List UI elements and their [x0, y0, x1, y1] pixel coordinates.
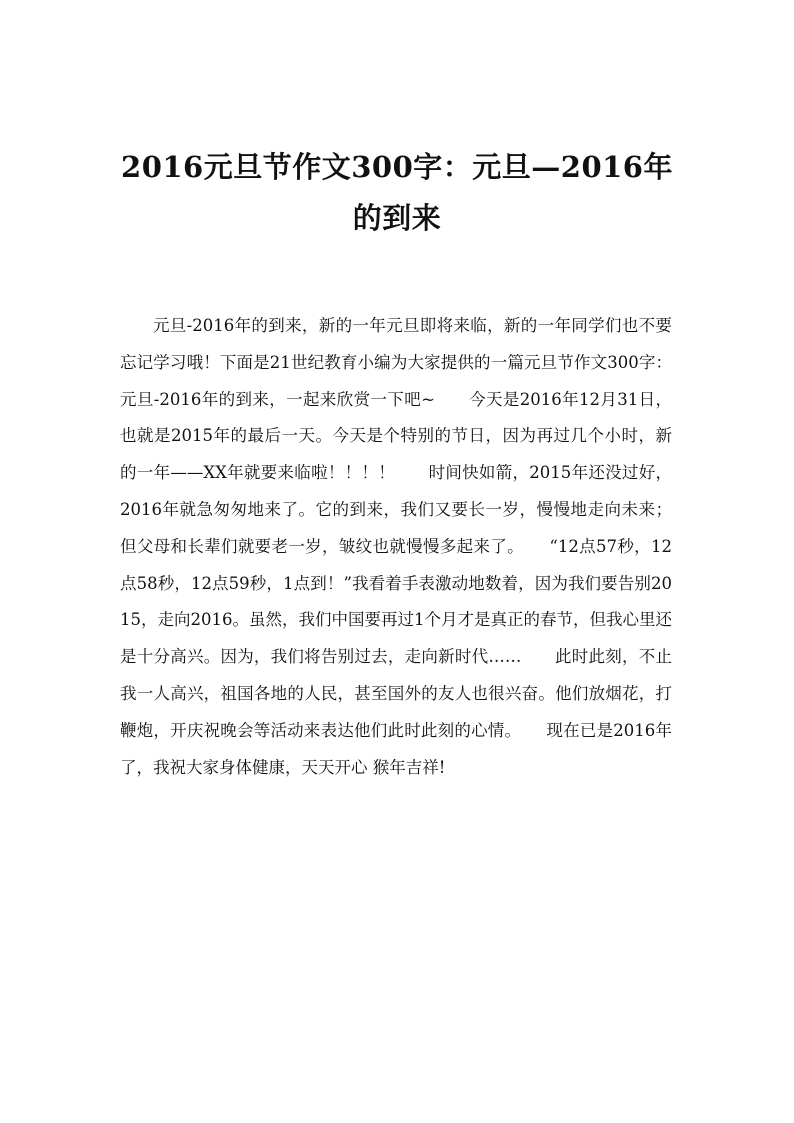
document-title: 2016元旦节作文300字：元旦—2016年的到来 [121, 150, 673, 235]
document-body-paragraph: 元旦-2016年的到来，新的一年元旦即将来临，新的一年同学们也不要忘记学习哦！下面是21世纪教育小编为大家提供的一篇元旦节作文300字：元旦-2016年的到来，一起来欣赏一下吧~ 今天是2016年12月31日，也就是2015年的最后一天。今天是个特别的节日，因为再过几个小时，新的一年——XX年就要来临啦！！！！ 时间快如箭，2015年还没过好，2016年就急匆匆地来了。它的到来，我们又要长一岁，慢慢地走向未来；但父母和长辈们就要老一岁，皱纹也就慢慢多起来了。 “12点57秒，12点58秒，12点59秒，1点到！”我看着手表激动地数着，因为我们要告别2015，走向2016。虽然，我们中国要再过1个月才是真正的春节，但我心里还是十分高兴。因为，我们将告别过去，走向新时代…… 此时此刻，不止我一人高兴，祖国各地的人民，甚至国外的友人也很兴奋。他们放烟花，打鞭炮，开庆祝晚会等活动来表达他们此时此刻的心情。 现在已是2016年了，我祝大家身体健康，天天开心 猴年吉祥! [120, 316, 672, 777]
